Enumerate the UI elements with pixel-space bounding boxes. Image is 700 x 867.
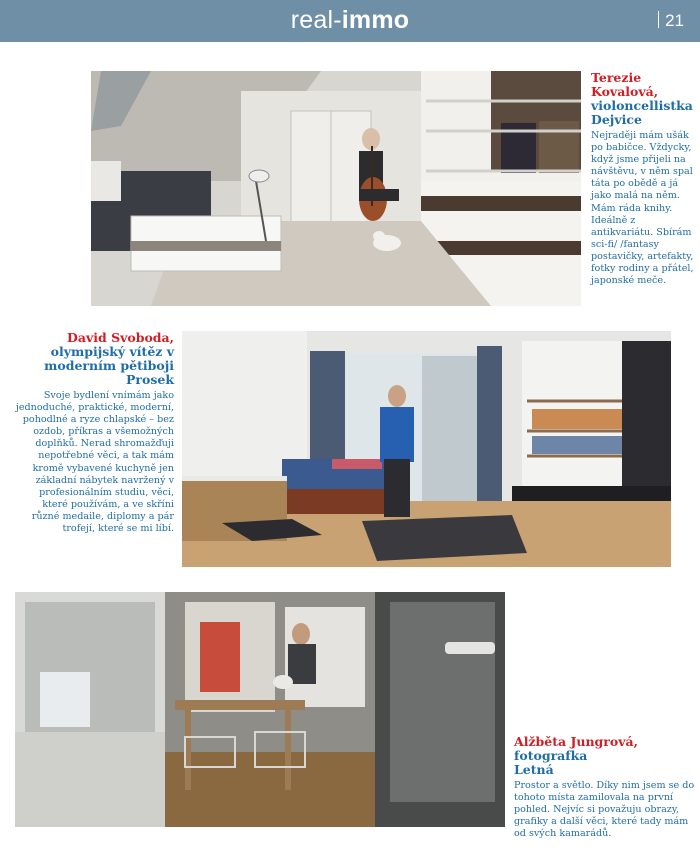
photo-modern-apartment [182, 331, 671, 567]
caption-kovalova [591, 71, 700, 287]
person-name: Alžběta Jungrová, [514, 734, 638, 749]
photo-attic-cellist [91, 71, 581, 306]
page-number [658, 11, 684, 31]
person-place: Dejvice [591, 112, 642, 127]
page-header [0, 0, 700, 42]
caption-jungrova [514, 735, 700, 840]
page-number-value: 21 [665, 11, 684, 30]
person-place: Letná [514, 762, 554, 777]
person-role: violoncellistka [591, 98, 693, 113]
caption-text: Nejraději mám ušák po babičce. Vždycky, když jsme přijeli na návštěvu, v něm spal táta po obědě a já jako malá na něm. Mám ráda knihy. Ideálně z antikvariátu. Sbírám sci-fi/ /fantasy postavičky, artefakty, fotky rodiny a přátel, japonské meče. [591, 130, 694, 287]
person-name: David Svoboda, [67, 330, 174, 345]
caption-text: Svoje bydlení vnímám jako jednoduché, praktické, moderní, pohodlné a ryze chlapské – bez ozdob, příkras a všemožných doplňků. Nerad shromažďuji nepotřebné věci, a tak mám kromě vybavené kuchyně jen základní nábytek navržený v profesionálním studiu, věci, které používám, a ve skříni různé medaile, diplomy a pár trofejí, které se mi líbí. [15, 390, 174, 535]
brand-part-1: real- [290, 6, 342, 34]
caption-svoboda [14, 331, 174, 535]
brand-part-2: immo [341, 6, 410, 34]
magazine-section-logo [0, 6, 700, 35]
person-place: Prosek [126, 372, 174, 387]
page-number-divider [658, 11, 659, 28]
person-role: olympijský vítěz v moderním pětiboji [44, 344, 174, 373]
person-role: fotografka [514, 748, 588, 763]
photo-dining-photographer [15, 592, 505, 827]
person-name: Terezie Kovalová, [591, 70, 659, 99]
caption-text: Prostor a světlo. Díky nim jsem se do tohoto místa zamilovala na první pohled. Nejvíc si považuju obrazy, grafiky a další věci, které tady mám od svých kamarádů. [514, 780, 695, 840]
